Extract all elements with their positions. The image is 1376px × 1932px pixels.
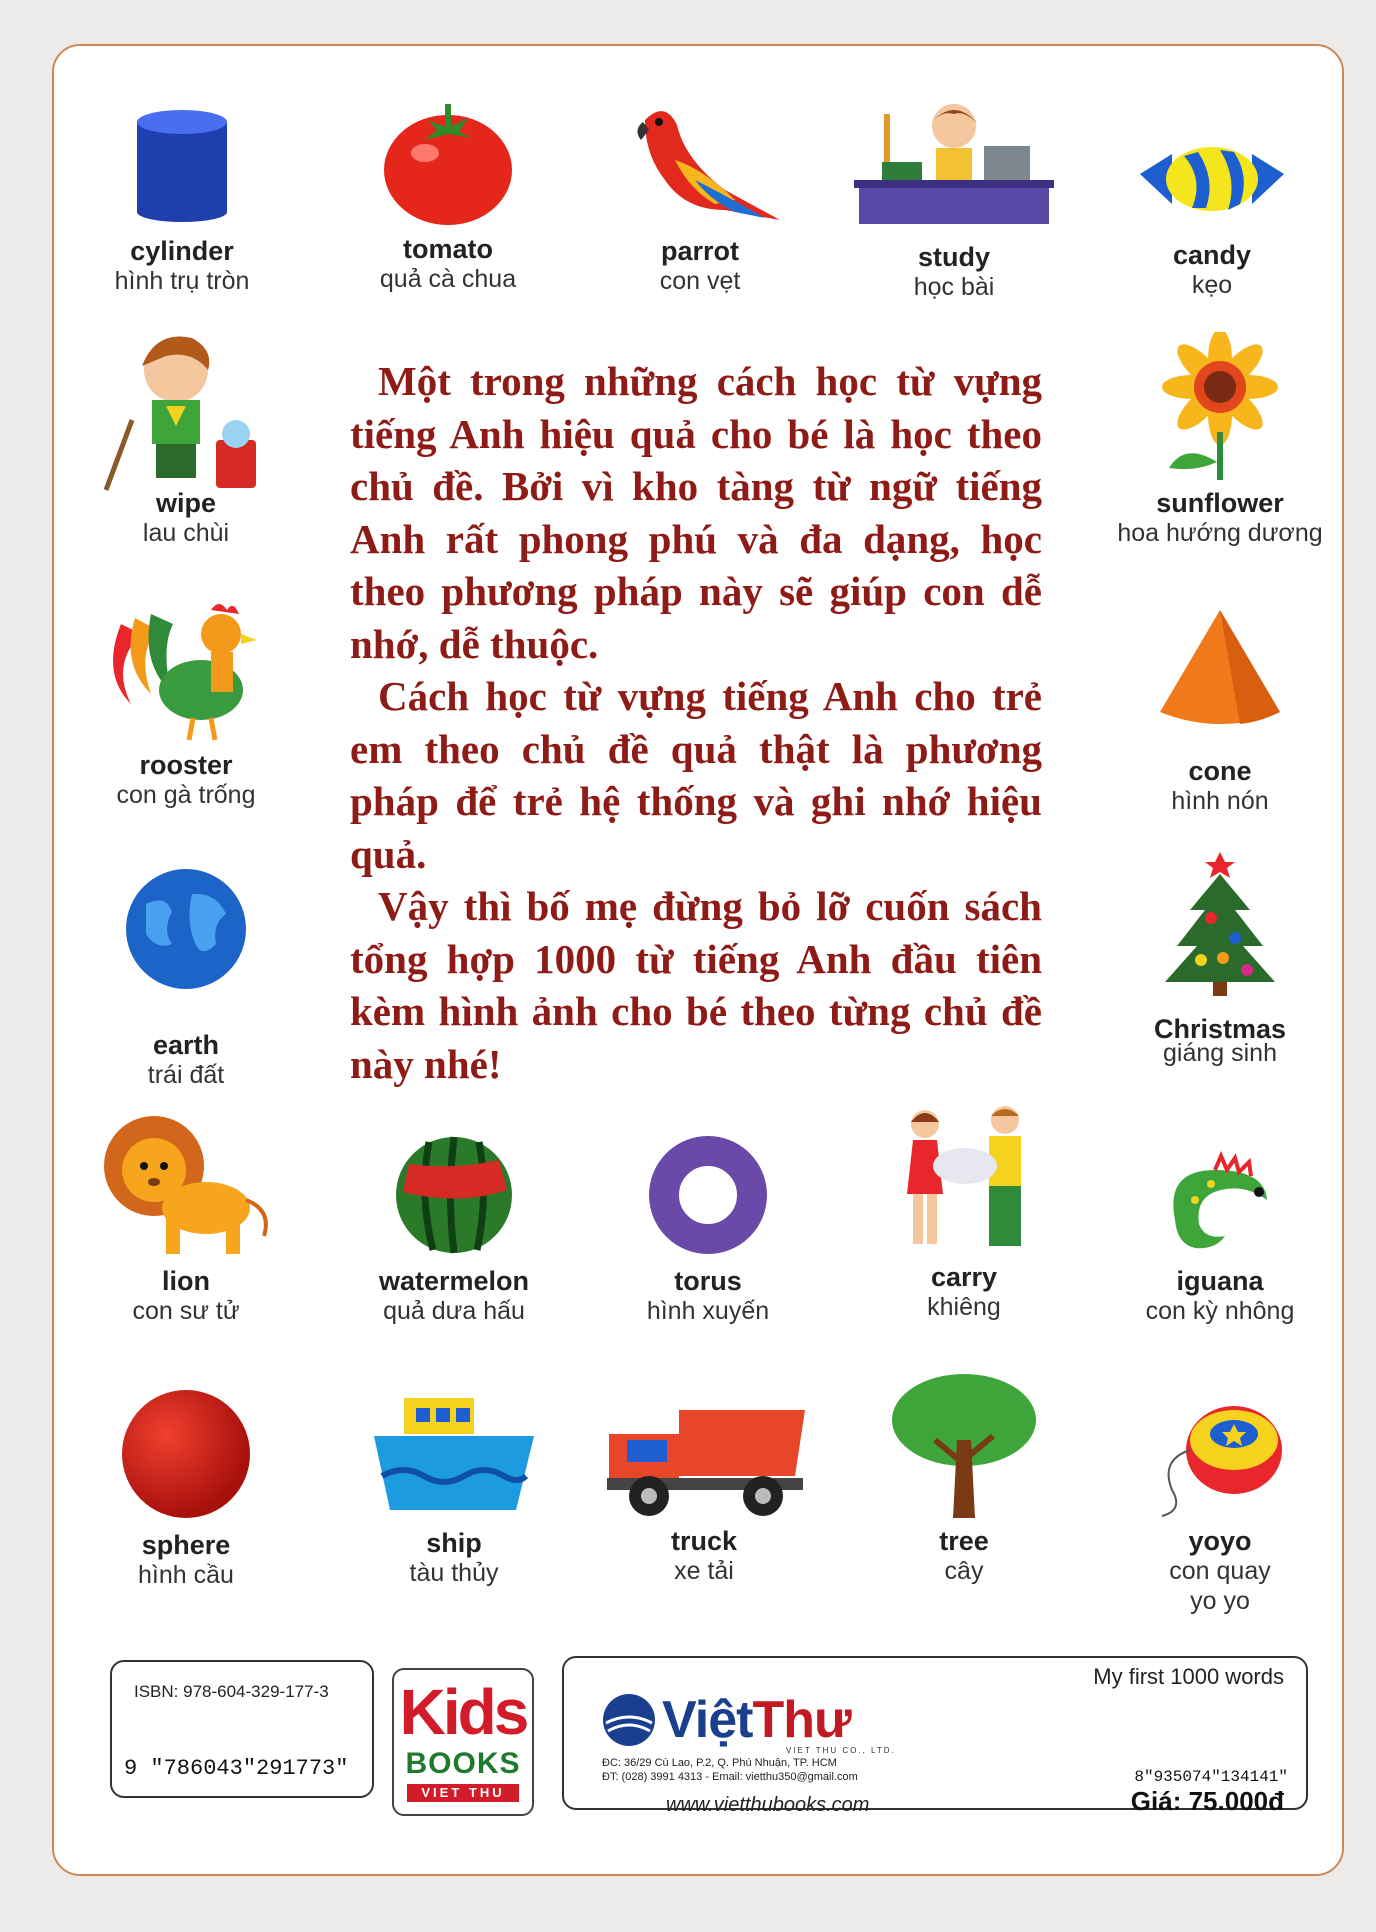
ship-picture [364, 1392, 544, 1522]
word-vi-2: yo yo [1190, 1587, 1250, 1615]
kids-logo-text: Kids [399, 1676, 527, 1748]
word-vi: khiêng [927, 1293, 1001, 1321]
vocab-torus [588, 1110, 828, 1326]
word-en: torus [674, 1266, 742, 1296]
sunflower-picture [1155, 332, 1285, 482]
word-en: wipe [155, 488, 216, 518]
word-en: tomato [403, 234, 493, 264]
vocab-carry [844, 1104, 1084, 1322]
word-en: study [917, 242, 990, 272]
vocab-cone [1100, 594, 1340, 816]
carry-picture [889, 1104, 1039, 1262]
website-link[interactable]: www.vietthubooks.com [666, 1794, 870, 1816]
word-en: truck [670, 1526, 738, 1556]
word-en: carry [930, 1262, 998, 1292]
viet-thu-ribbon: VIET THU [407, 1784, 519, 1802]
kids-books-logo [392, 1668, 534, 1816]
word-vi: con gà trống [116, 781, 256, 809]
word-vi: trái đất [147, 1061, 225, 1089]
word-vi: hình nón [1171, 787, 1269, 815]
word-en: sphere [141, 1530, 231, 1560]
intro-paragraph-2: Cách học từ vựng tiếng Anh cho trẻ em theo chủ đề quả thật là phương pháp để trẻ hệ thống và ghi nhớ hiệu quả. [350, 673, 1042, 877]
viet-thu-logo [602, 1690, 851, 1750]
word-en: rooster [139, 750, 233, 780]
wipe-picture [96, 330, 276, 500]
word-en: watermelon [378, 1266, 530, 1296]
word-en: parrot [660, 236, 739, 266]
study-picture [854, 96, 1054, 236]
iguana-picture [1155, 1140, 1285, 1260]
intro-paragraph-3: Vậy thì bố mẹ đừng bỏ lỡ cuốn sách tổng hợp 1000 từ tiếng Anh đầu tiên kèm hình ảnh cho bé theo từng chủ đề này nhé! [350, 883, 1042, 1087]
word-vi: hoa hướng dương [1117, 519, 1323, 547]
publisher-box [562, 1656, 1308, 1816]
word-en: cylinder [130, 236, 234, 266]
word-en: earth [152, 1030, 220, 1060]
tree-picture [889, 1370, 1039, 1520]
word-vi: hình cầu [138, 1561, 234, 1589]
word-en: yoyo [1188, 1526, 1252, 1556]
earth-picture [116, 864, 256, 994]
word-en: cone [1188, 756, 1252, 786]
contact-line: ĐT: (028) 3991 4313 - Email: vietthu350@gmail.com [602, 1771, 858, 1783]
word-vi: học bài [913, 273, 995, 301]
word-en: tree [939, 1526, 989, 1556]
vocab-sphere [66, 1374, 306, 1590]
brand-name-thu: Thư [752, 1691, 851, 1749]
parrot-picture [615, 100, 785, 230]
vocab-study [834, 86, 1074, 302]
yoyo-picture [1150, 1390, 1290, 1520]
rooster-picture [101, 594, 271, 744]
word-vi: lau chùi [142, 519, 230, 547]
word-en: sunflower [1156, 488, 1284, 518]
truck-picture [599, 1390, 809, 1520]
series-title: My first 1000 words [1093, 1664, 1284, 1689]
torus-picture [638, 1130, 778, 1260]
address-line: ĐC: 36/29 Cù Lao, P.2, Q. Phú Nhuận, TP. HCM [602, 1757, 837, 1769]
books-logo-text: BOOKS [405, 1747, 521, 1780]
brand-name-viet: Việt [662, 1691, 753, 1749]
word-vi: hình trụ tròn [114, 267, 250, 295]
word-vi: xe tải [674, 1557, 734, 1585]
word-vi: con sư tử [132, 1297, 240, 1325]
word-en: candy [1172, 240, 1252, 270]
cone-picture [1150, 604, 1290, 734]
word-vi: tàu thủy [409, 1559, 499, 1587]
publisher-address [602, 1756, 858, 1784]
vocab-candy [1092, 84, 1332, 300]
vocab-sunflower [1100, 332, 1340, 548]
word-en: Christmas [1153, 1014, 1287, 1044]
vocab-wipe [66, 330, 306, 548]
vocab-parrot [580, 80, 820, 296]
barcode-number: 8"935074"134141" [1134, 1768, 1288, 1786]
vocab-truck [584, 1370, 824, 1586]
vocab-earth [66, 854, 306, 1090]
brand-name [662, 1690, 851, 1750]
vocab-tree [844, 1370, 1084, 1586]
watermelon-picture [389, 1130, 519, 1260]
intro-paragraph-1: Một trong những cách học từ vựng tiếng Anh hiệu quả cho bé là học theo chủ đề. Bởi vì kho tàng từ ngữ tiếng Anh rất phong phú và đa dạng, học theo phương pháp này sẽ giúp con dễ nhớ, dễ thuộc. [350, 358, 1042, 667]
word-en: ship [426, 1528, 482, 1558]
candy-picture [1132, 124, 1292, 234]
company-name: VIET THU CO., LTD. [786, 1746, 896, 1755]
vocab-rooster [66, 584, 306, 810]
word-vi: kẹo [1191, 271, 1233, 299]
isbn-number: ISBN: 978-604-329-177-3 [134, 1682, 329, 1701]
vocab-watermelon [334, 1110, 574, 1326]
vocab-ship [334, 1372, 574, 1588]
vocab-cylinder [62, 80, 302, 296]
word-vi: hình xuyến [646, 1297, 770, 1325]
word-vi: quả cà chua [379, 265, 517, 293]
word-en: iguana [1176, 1266, 1264, 1296]
tomato-picture [373, 98, 523, 228]
vocab-tomato [328, 78, 568, 294]
vocab-christmas [1100, 848, 1340, 1068]
price-label: Giá: 75.000đ [1130, 1786, 1284, 1816]
word-vi: giáng sinh [1163, 1039, 1277, 1067]
vocab-iguana [1100, 1110, 1340, 1326]
word-vi: cây [944, 1557, 984, 1585]
word-vi: quả dưa hấu [383, 1297, 525, 1325]
sphere-picture [116, 1384, 256, 1524]
christmas-tree-picture [1155, 848, 1285, 998]
barcode-number: 9 "786043"291773" [124, 1756, 349, 1781]
isbn-box [110, 1660, 374, 1798]
word-vi: con vẹt [659, 267, 741, 295]
lion-picture [96, 1110, 276, 1260]
word-vi: con kỳ nhông [1145, 1297, 1295, 1325]
cylinder-picture [107, 100, 257, 230]
globe-logo-icon [602, 1693, 656, 1747]
vocab-lion [66, 1110, 306, 1326]
word-vi: con quay [1169, 1557, 1271, 1585]
intro-text [350, 355, 1042, 1090]
word-en: lion [162, 1266, 210, 1296]
vocab-yoyo [1100, 1372, 1340, 1616]
